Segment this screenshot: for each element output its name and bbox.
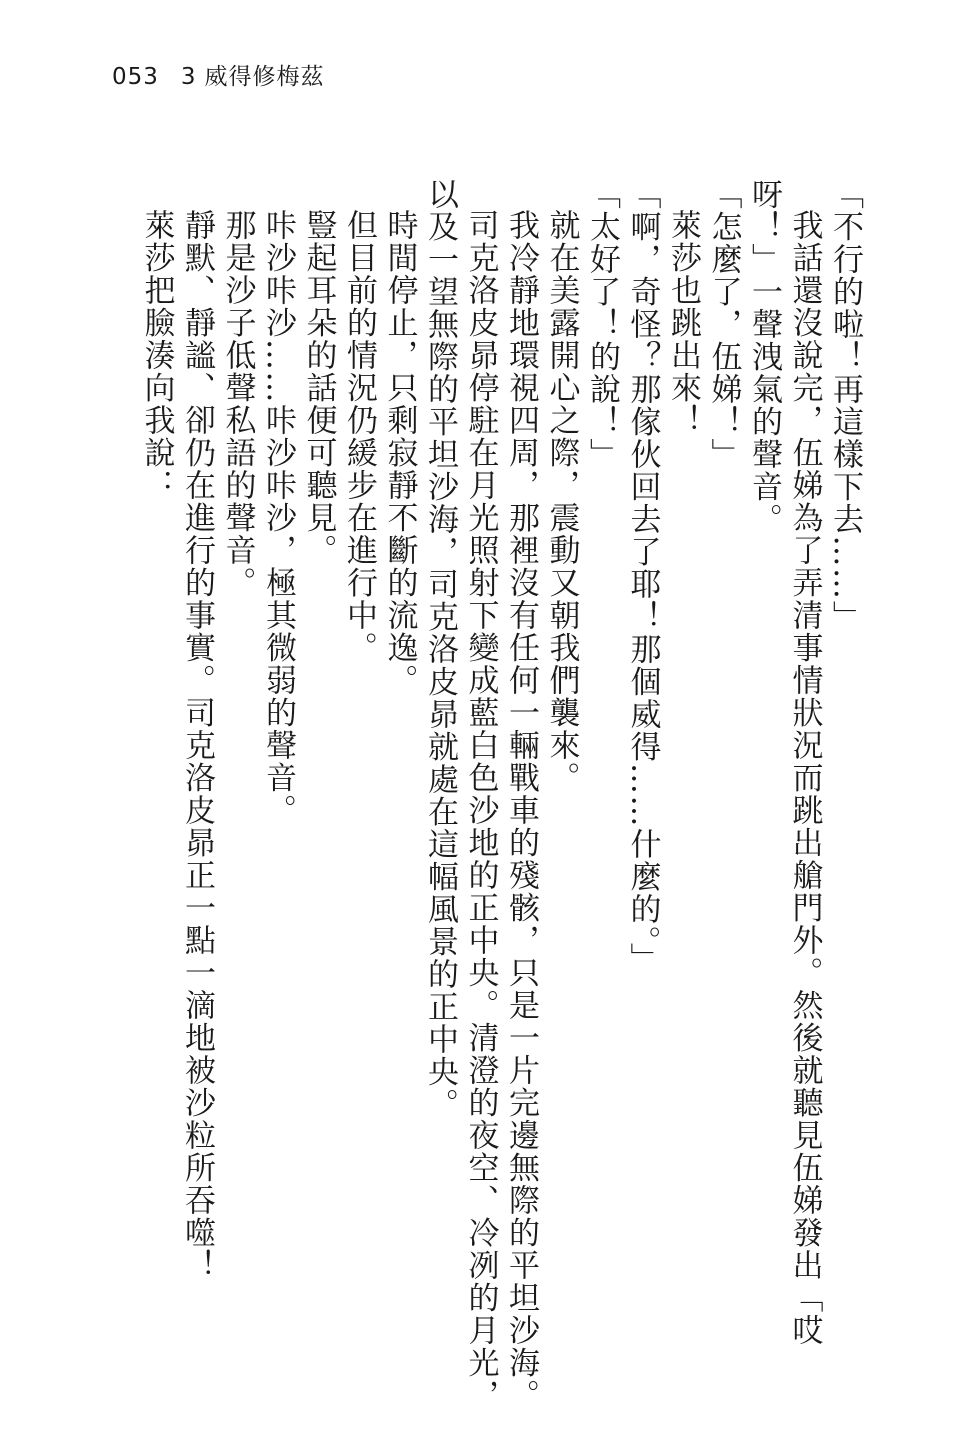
paragraph: 咔沙咔沙……咔沙咔沙，極其微弱的聲音。: [260, 209, 296, 827]
paragraph: 「不行的啦！再這樣下去……」: [827, 178, 863, 633]
paragraph: 就在美露開心之際，震動又朝我們襲來。: [543, 209, 580, 794]
paragraph: 豎起耳朵的話便可聽見。: [300, 209, 337, 567]
chapter-number: 3: [180, 64, 197, 90]
paragraph: 那是沙子低聲私語的聲音。: [219, 209, 256, 599]
paragraph: 「太好了！的說！」: [584, 178, 620, 471]
chapter-title: 威得修梅茲: [204, 64, 325, 90]
paragraph: 萊莎把臉湊向我說：: [138, 209, 175, 502]
paragraph: 我話還沒說完，伍娣為了弄清事情狀況而跳出艙門外。然後就聽見伍娣發出「哎呀！」一聲洩氣的聲音。: [746, 178, 823, 1347]
paragraph: 我冷靜地環視四周，那裡沒有任何一輛戰車的殘骸，只是一片完邊無際的平坦沙海。: [503, 209, 539, 1412]
body-text: [105, 178, 865, 1428]
page-header: [112, 58, 325, 91]
paragraph: 「啊，奇怪？那傢伙回去了耶！那個威得……什麼的。」: [624, 178, 661, 975]
paragraph: 但目前的情況仍緩步在進行中。: [341, 209, 377, 664]
paragraph: 「怎麼了，伍娣！」: [705, 178, 742, 471]
paragraph: 時間停止，只剩寂靜不斷的流逸。: [381, 209, 418, 697]
paragraph: 司克洛皮昴停駐在月光照射下變成藍白色沙地的正中央。清澄的夜空、冷冽的月光，以及一望無際的平坦沙海，司克洛皮昴就處在這幅風景的正中央。: [422, 178, 499, 1412]
paragraph: 靜默、靜謐、卻仍在進行的事實。司克洛皮昴正一點一滴地被沙粒所吞噬！: [179, 209, 215, 1282]
page-number: 053: [112, 64, 159, 90]
paragraph: 萊莎也跳出來！: [665, 209, 701, 437]
